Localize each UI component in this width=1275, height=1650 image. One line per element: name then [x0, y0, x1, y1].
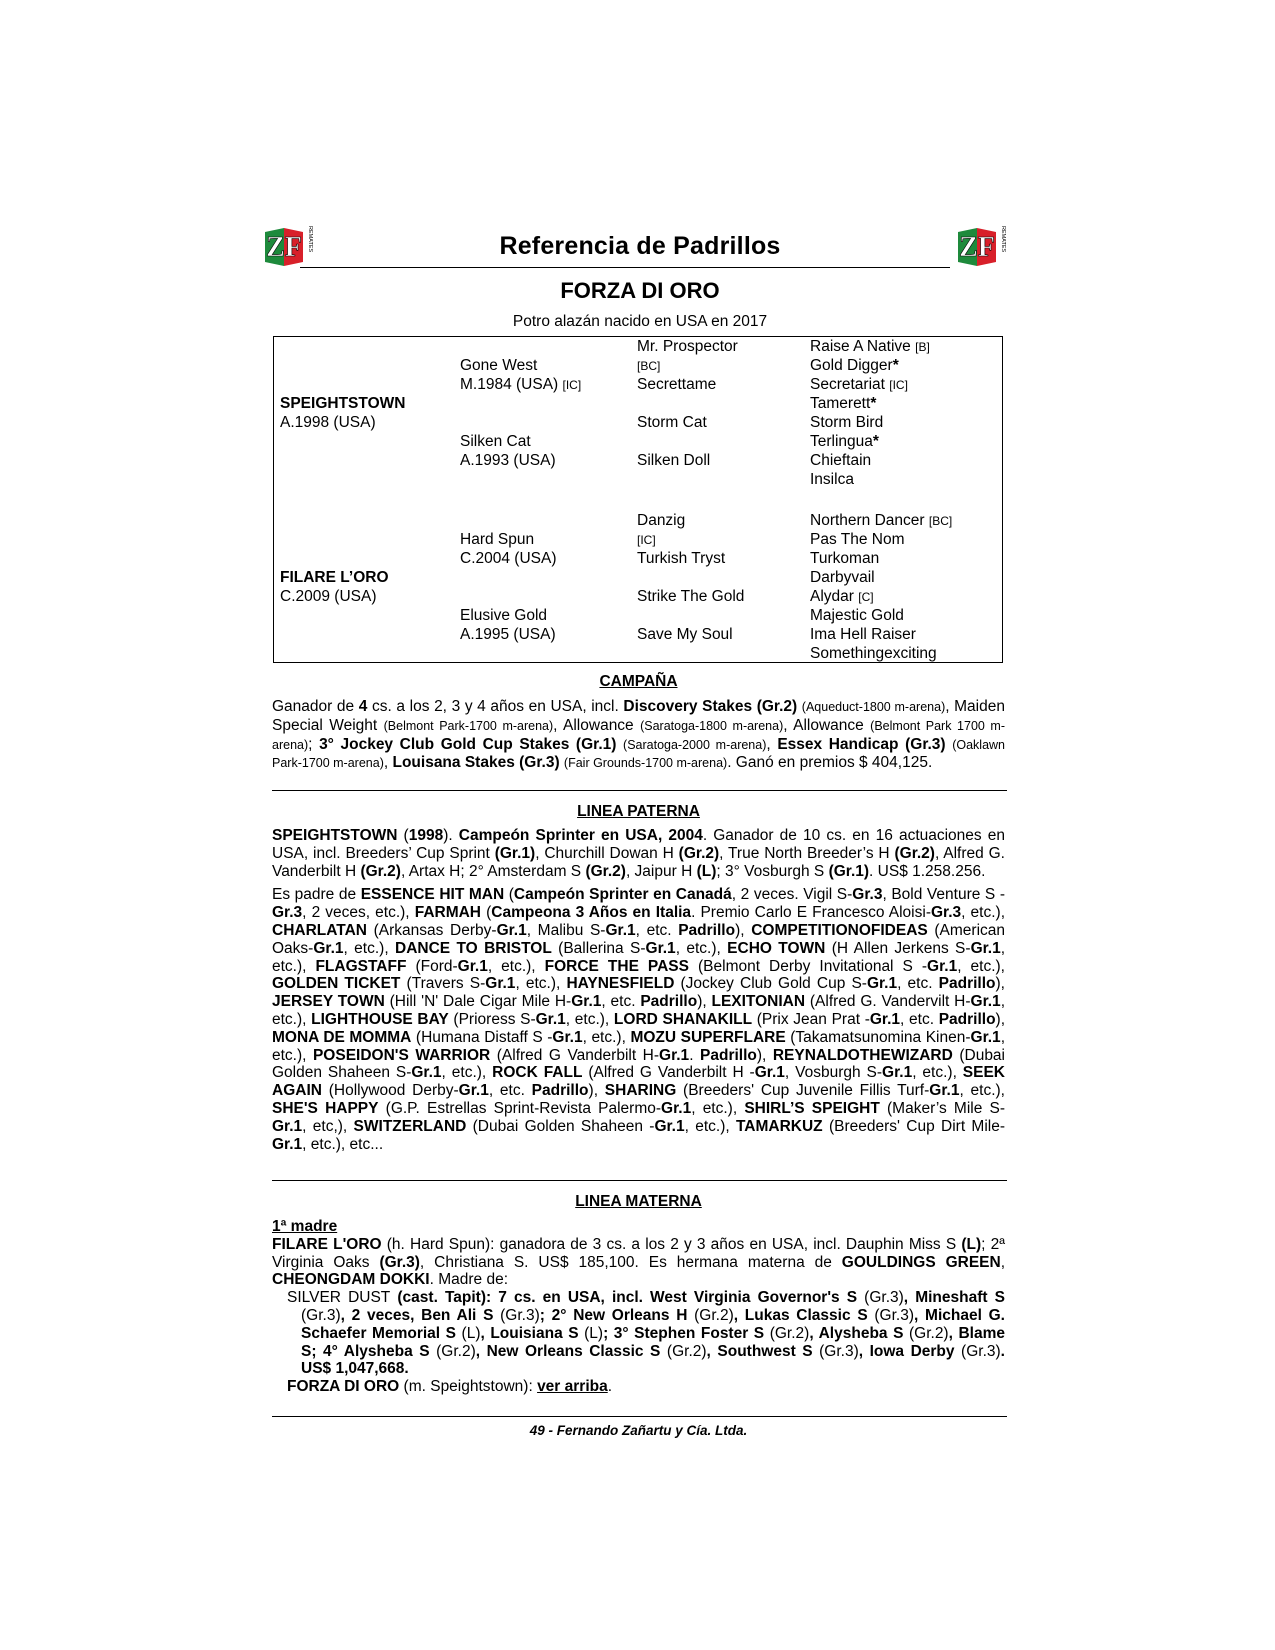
footer-rule [272, 1416, 1007, 1417]
campana-text: Ganador de 4 cs. a los 2, 3 y 4 años en USA, incl. Discovery Stakes (Gr.2) (Aqueduct-1800 m-arena), Maiden Special Weight (Belmont Park-1700 m-arena), Allowance (Saratoga-1800 m-arena), Allowance (Belmont Park 1700 m-arena); 3° Jockey Club Gold Cup Stakes (Gr.1) (Saratoga-2000 m-arena), Essex Handicap (Gr.3) (Oaklawn Park-1700 m-arena), Louisana Stakes (Gr.3) (Fair Grounds-1700 m-arena). Ganó en premios $ 404,125. [272, 698, 1005, 772]
campana-heading: CAMPAÑA [599, 673, 678, 690]
header-rule [300, 267, 950, 268]
g4-turkoman: Turkoman [810, 550, 880, 567]
ver-arriba-link[interactable]: ver arriba [537, 1378, 608, 1396]
g4-secretariat: Secretariat [IC] [810, 376, 908, 393]
dam-info: C.2009 (USA) [280, 588, 377, 605]
dam-dam-info: A.1995 (USA) [460, 626, 556, 643]
horse-description: Potro alazán nacido en USA en 2017 [512, 313, 768, 330]
g4-alydar: Alydar [C] [810, 588, 874, 605]
sire-sire-name: Gone West [460, 357, 538, 374]
sire-dam-name: Silken Cat [460, 433, 531, 450]
divider [272, 790, 1007, 791]
sire-sire-info: M.1984 (USA) [IC] [460, 376, 582, 393]
g4-gold-digger: Gold Digger* [810, 357, 899, 374]
linea-paterna-text [272, 827, 1005, 1153]
g3-secrettame: Secrettame [637, 376, 717, 393]
forza-paragraph: FORZA DI ORO (m. Speightstown): ver arriba. [287, 1378, 613, 1396]
sire-name: SPEIGHTSTOWN [280, 395, 406, 412]
g4-insilca: Insilca [810, 471, 854, 488]
g3-save-my-soul: Save My Soul [637, 626, 733, 643]
g4-pas-the-nom: Pas The Nom [810, 531, 905, 548]
divider [272, 1180, 1007, 1181]
linea-paterna-heading: LINEA PATERNA [577, 803, 700, 820]
dam-sire-info: C.2004 (USA) [460, 550, 557, 567]
footer-text: 49 - Fernando Zañartu y Cía. Ltda. [529, 1423, 748, 1438]
g3-danzig-tag: [IC] [637, 533, 656, 547]
g3-danzig: Danzig [637, 512, 686, 529]
page-title: Referencia de Padrillos [499, 232, 781, 260]
sire-info: A.1998 (USA) [280, 414, 376, 431]
g4-storm-bird: Storm Bird [810, 414, 884, 431]
dam-name: FILARE L’ORO [280, 569, 389, 586]
g4-somethingexciting: Somethingexciting [810, 645, 937, 662]
g4-majestic-gold: Majestic Gold [810, 607, 904, 624]
g3-turkish-tryst: Turkish Tryst [637, 550, 726, 567]
linea-materna-text [272, 1218, 1005, 1396]
dam-sire-name: Hard Spun [460, 531, 535, 548]
g4-northern-dancer: Northern Dancer [BC] [810, 512, 953, 529]
horse-name: FORZA DI ORO [560, 278, 720, 303]
logo-side-text: REMATES [1000, 226, 1006, 253]
g4-terlingua: Terlingua* [810, 433, 879, 450]
madre-label: 1ª madre [272, 1218, 338, 1235]
g3-storm-cat: Storm Cat [637, 414, 707, 431]
g3-silken-doll: Silken Doll [637, 452, 711, 469]
progeny-paragraph: Es padre de ESSENCE HIT MAN (Campeón Sprinter en Canadá, 2 veces. Vigil S-Gr.3, Bold Venture S -Gr.3, 2 veces, etc.), FARMAH (Campeona 3 Años en Italia. Premio Carlo E Francesco Aloisi-Gr.3, etc.), CHARLATAN (Arkansas Derby-Gr.1, Malibu S-Gr.1, etc. Padrillo), COMPETITIONOFIDEAS (American Oaks-Gr.1, etc.), DANCE TO BRISTOL (Ballerina S-Gr.1, etc.), ECHO TOWN (H Allen Jerkens S-Gr.1, etc.), FLAGSTAFF (Ford-Gr.1, etc.), FORCE THE PASS (Belmont Derby Invitational S -Gr.1, etc.), GOLDEN TICKET (Travers S-Gr.1, etc.), HAYNESFIELD (Jockey Club Gold Cup S-Gr.1, etc. Padrillo), JERSEY TOWN (Hill 'N' Dale Cigar Mile H-Gr.1, etc. Padrillo), LEXITONIAN (Alfred G. Vandervilt H-Gr.1, etc.), LIGHTHOUSE BAY (Prioress S-Gr.1, etc.), LORD SHANAKILL (Prix Jean Prat -Gr.1, etc. Padrillo), MONA DE MOMMA (Humana Distaff S -Gr.1, etc.), MOZU SUPERFLARE (Takamatsunomina Kinen-Gr.1, etc.), POSEIDON'S WARRIOR (Alfred G Vanderbilt H-Gr.1. Padrillo), REYNALDOTHEWIZARD (Dubai Golden Shaheen S-Gr.1, etc.), ROCK FALL (Alfred G Vanderbilt H -Gr.1, Vosburgh S-Gr.1, etc.), SEEK AGAIN (Hollywood Derby-Gr.1, etc. Padrillo), SHARING (Breeders' Cup Juvenile Fillis Turf-Gr.1, etc.), SHE'S HAPPY (G.P. Estrellas Sprint-Revista Palermo-Gr.1, etc.), SHIRL’S SPEIGHT (Maker’s Mile S-Gr.1, etc,), SWITZERLAND (Dubai Golden Shaheen -Gr.1, etc.), TAMARKUZ (Breeders' Cup Dirt Mile-Gr.1, etc.), etc... [272, 886, 1006, 1153]
linea-materna-heading: LINEA MATERNA [575, 1193, 702, 1210]
g3-mr-prospector: Mr. Prospector [637, 338, 738, 355]
g4-darbyvail: Darbyvail [810, 569, 875, 586]
speightstown-paragraph: SPEIGHTSTOWN (1998). Campeón Sprinter en USA, 2004. Ganador de 10 cs. en 16 actuaciones en USA, incl. Breeders’ Cup Sprint (Gr.1), Churchill Dowan H (Gr.2), True North Breeder’s H (Gr.2), Alfred G. Vanderbilt H (Gr.2), Artax H; 2° Amsterdam S (Gr.2), Jaipur H (L); 3° Vosburgh S (Gr.1). US$ 1.258.256. [272, 827, 1006, 880]
silver-dust-paragraph: SILVER DUST (cast. Tapit): 7 cs. en USA, incl. West Virginia Governor's S (Gr.3), Mineshaft S (Gr.3), 2 veces, Ben Ali S (Gr.3); 2° New Orleans H (Gr.2), Lukas Classic S (Gr.3), Michael G. Schaefer Memorial S (L), Louisiana S (L); 3° Stephen Foster S (Gr.2), Alysheba S (Gr.2), Blame S; 4° Alysheba S (Gr.2), New Orleans Classic S (Gr.2), Southwest S (Gr.3), Iowa Derby (Gr.3). US$ 1,047,668. [287, 1289, 1005, 1378]
logo-letters: ZF [266, 232, 302, 263]
g4-raise-a-native: Raise A Native [B] [810, 338, 930, 355]
g3-mr-prospector-tag: [BC] [637, 359, 661, 373]
logo-letters: ZF [959, 232, 995, 263]
filare-paragraph: FILARE L'ORO (h. Hard Spun): ganadora de 3 cs. a los 2 y 3 años en USA, incl. Dauphin Miss S (L); 2ª Virginia Oaks (Gr.3), Christiana S. US$ 185,100. Es hermana materna de GOULDINGS GREEN, CHEONGDAM DOKKI. Madre de: [272, 1235, 1006, 1289]
dam-dam-name: Elusive Gold [460, 607, 548, 624]
g3-strike-the-gold: Strike The Gold [637, 588, 745, 605]
sire-dam-info: A.1993 (USA) [460, 452, 556, 469]
logo-side-text: REMATES [307, 226, 313, 253]
g4-ima-hell-raiser: Ima Hell Raiser [810, 626, 916, 643]
g4-tamerett: Tamerett* [810, 395, 877, 412]
g4-chieftain: Chieftain [810, 452, 872, 469]
